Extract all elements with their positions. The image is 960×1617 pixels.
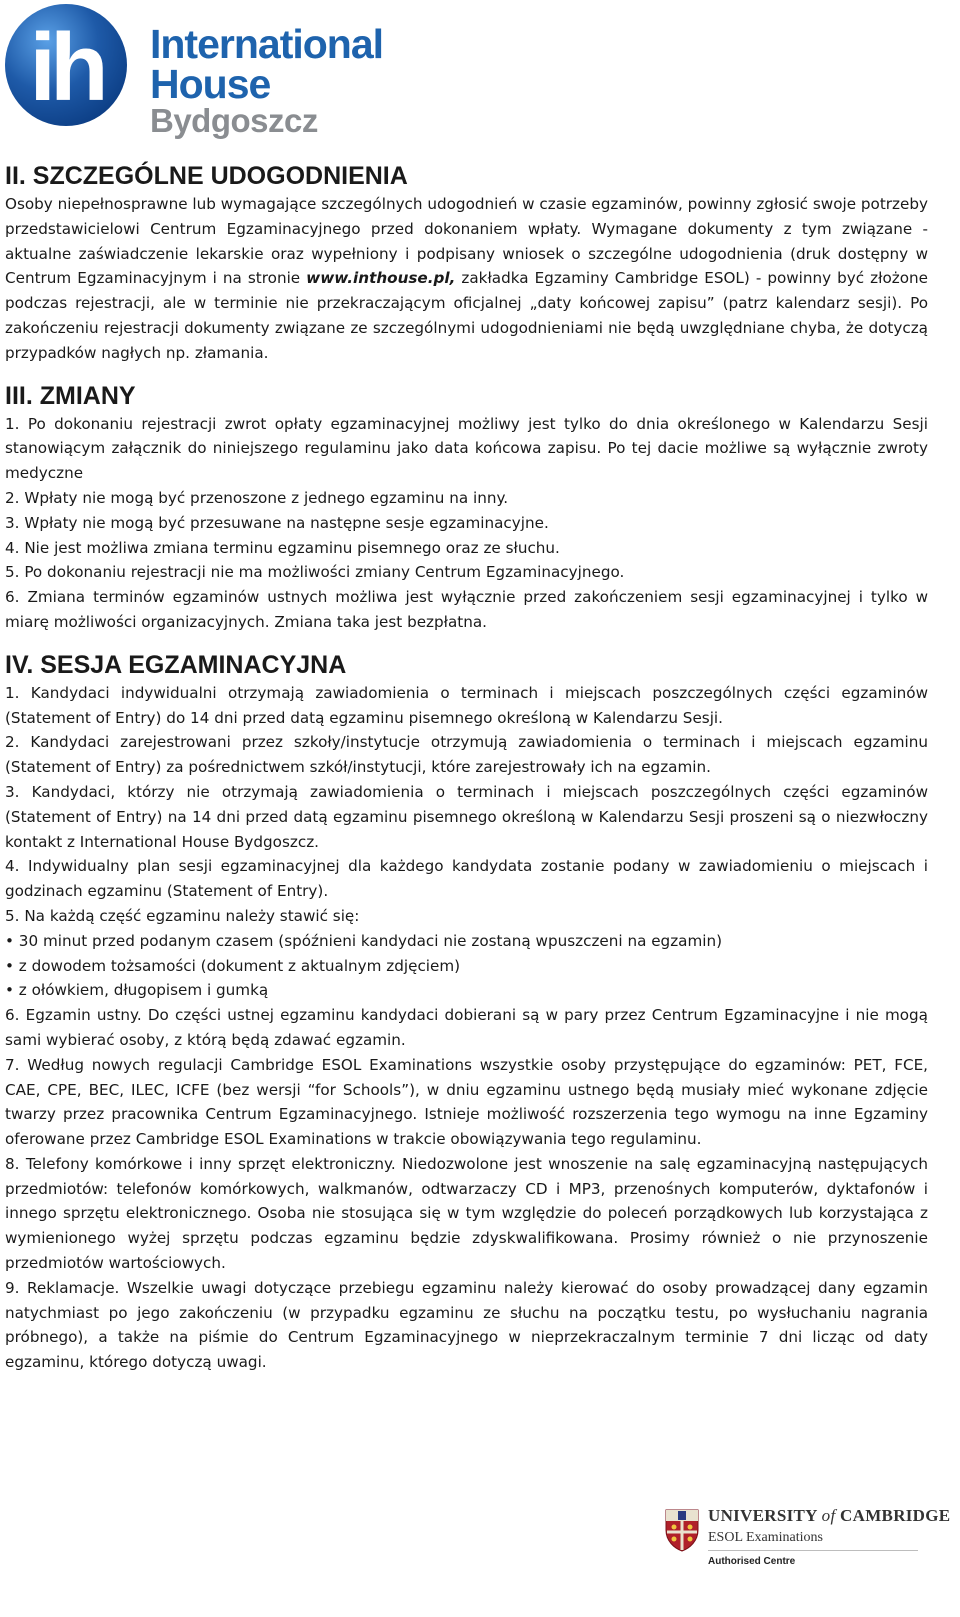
list-item: 1. Po dokonaniu rejestracji zwrot opłaty egzaminacyjnej możliwy jest tylko do dnia określonego w Kalendarzu Sesji stanowiącym załącznik do niniejszego regulaminu jako data końcowa zapisu. Po tej dacie możliwe są wyłącznie zwroty medyczne (5, 414, 928, 483)
brand-line-2: House (150, 61, 271, 107)
university-name-part: of (821, 1506, 836, 1525)
document-body (5, 160, 928, 1389)
list-item: 3. Wpłaty nie mogą być przesuwane na następne sesje egzaminacyjne. (5, 513, 549, 532)
bullet-item: • 30 minut przed podanym czasem (spóźnieni kandydaci nie zostaną wpuszczeni na egzamin) (5, 929, 928, 954)
section-changes (5, 380, 928, 635)
list-item: 2. Kandydaci zarejestrowani przez szkoły/instytucje otrzymują zawiadomienia o terminach i miejscach egzaminu (Statement of Entry) za pośrednictwem szkół/instytucji, które zarejestrowały ich na egzamin. (5, 733, 928, 777)
bullet-item: • z dowodem tożsamości (dokument z aktualnym zdjęciem) (5, 954, 928, 979)
list-item: 5. Po dokonaniu rejestracji nie ma możliwości zmiany Centrum Egzaminacyjnego. (5, 563, 625, 582)
bullet-item: • z ołówkiem, długopisem i gumką (5, 978, 928, 1003)
brand-line-1: International (150, 21, 384, 67)
section-exam-session (5, 649, 928, 1375)
divider (708, 1550, 918, 1551)
section-title: IV. SESJA EGZAMINACYJNA (5, 650, 347, 679)
brand-name (150, 21, 384, 139)
section-special-accommodations (5, 160, 928, 366)
section-title: III. ZMIANY (5, 381, 136, 410)
section-title: II. SZCZEGÓLNE UDOGODNIENIA (5, 162, 408, 190)
list-item: 5. Na każdą część egzaminu należy stawić się: (5, 906, 360, 925)
paragraph-text: Osoby niepełnosprawne lub wymagające szczególnych udogodnień w czasie egzaminów, powinny zgłosić swoje potrzeby przedstawicielowi Centrum Egzaminacyjnego przed dokonaniem wpłaty. Wymagane dokumenty z tym związane - aktualne zaświadczenie lekarskie oraz wypełniony i podpisany wniosek o szczególne udogodnienia (druk dostępny w Centrum Egzaminacyjnym i na stronie (5, 195, 928, 288)
list-item: 8. Telefony komórkowe i inny sprzęt elektroniczny. Niedozwolone jest wnoszenie na salę egzaminacyjną następujących przedmiotów: telefonów komórkowych, walkmanów, odtwarzaczy CD i MP3, przenośnych komputerów, dyktafonów i innego sprzętu elektronicznego. Osoba nie stosująca się w tym względzie do poleceń porządkowych lub korzystająca z wymienionego wyżej sprzętu podczas egzaminu będzie zdyskwalifikowana. Prosimy również o nie przynoszenie przedmiotów wartościowych. (5, 1154, 928, 1273)
website-link[interactable]: www.inthouse.pl, (306, 269, 456, 288)
brand-line-3: Bydgoszcz (150, 102, 318, 139)
paragraph-text: zakładka Egzaminy Cambridge ESOL) - powinny być złożone podczas rejestracji, ale w terminie nie przekraczającym oficjalnej „daty końcowej zapisu” (patrz kalendarz sesji). Po zakończeniu rejestracji dokumenty związane ze szczególnymi udogodnieniami nie będą uwzględniane chyba, że dotyczą przypadków nagłych np. złamania. (5, 269, 928, 362)
ih-logo-icon (4, 2, 134, 132)
list-item: 4. Indywidualny plan sesji egzaminacyjnej dla każdego kandydata zostanie podany w zawiadomieniu o miejscach i godzinach egzaminu (Statement of Entry). (5, 857, 928, 901)
list-item: 9. Reklamacje. Wszelkie uwagi dotyczące przebiegu egzaminu należy kierować do osoby prowadzącej dany egzamin natychmiast po jego zakończeniu (w przypadku egzaminu ze słuchu na początku testu, po wysłuchaniu nagrania próbnego), a także na piśmie do Centrum Egzaminacyjnego w nieprzekraczalnym terminie 7 dni licząc od daty egzaminu, którego dotyczą uwagi. (5, 1278, 928, 1372)
list-item: 2. Wpłaty nie mogą być przenoszone z jednego egzaminu na inny. (5, 488, 509, 507)
cambridge-esol-logo (664, 1506, 951, 1614)
cambridge-shield-icon (664, 1508, 700, 1552)
list-item: 4. Nie jest możliwa zmiana terminu egzaminu pisemnego oraz ze słuchu. (5, 538, 560, 557)
authorised-centre-label: Authorised Centre (708, 1556, 796, 1567)
ih-header (4, 2, 424, 139)
esol-subtitle: ESOL Examinations (708, 1530, 823, 1545)
list-item: 7. Według nowych regulacji Cambridge ESOL Examinations wszystkie osoby przystępujące do egzaminów: PET, FCE, CAE, CPE, BEC, ILEC, ICFE (bez wersji “for Schools”), w dniu egzaminu ustnego będą musiały mieć wykonane zdjęcie twarzy przez pracownika Centrum Egzaminacyjnego. Istnieje możliwość rozszerzenia tego wymogu na inne Egzaminy oferowane przez Cambridge ESOL Examinations w trakcie obowiązywania tego regulaminu. (5, 1055, 928, 1149)
list-item: 1. Kandydaci indywidualni otrzymają zawiadomienia o terminach i miejscach poszczególnych części egzaminów (Statement of Entry) do 14 dni przed datą egzaminu pisemnego określoną w Kalendarzu Sesji. (5, 683, 928, 727)
list-item: 3. Kandydaci, którzy nie otrzymają zawiadomienia o terminach i miejscach poszczególnych części egzaminów (Statement of Entry) na 14 dni przed datą egzaminu pisemnego określoną w Kalendarzu Sesji proszeni są o niezwłoczny kontakt z International House Bydgoszcz. (5, 782, 928, 851)
university-name (708, 1506, 950, 1526)
list-item: 6. Egzamin ustny. Do części ustnej egzaminu kandydaci dobierani są w pary przez Centrum Egzaminacyjne i nie mogą sami wybierać osoby, z którą będą zdawać egzamin. (5, 1006, 928, 1049)
paragraph (5, 192, 928, 366)
list-item: 6. Zmiana terminów egzaminów ustnych możliwa jest wyłącznie przed zakończeniem sesji egzaminacyjnej i tylko w miarę możliwości organizacyjnych. Zmiana taka jest bezpłatna. (5, 588, 928, 631)
university-name-part: UNIVERSITY (708, 1506, 822, 1525)
university-name-part: CAMBRIDGE (835, 1506, 951, 1525)
ih-logo-letters: ih (29, 14, 103, 121)
